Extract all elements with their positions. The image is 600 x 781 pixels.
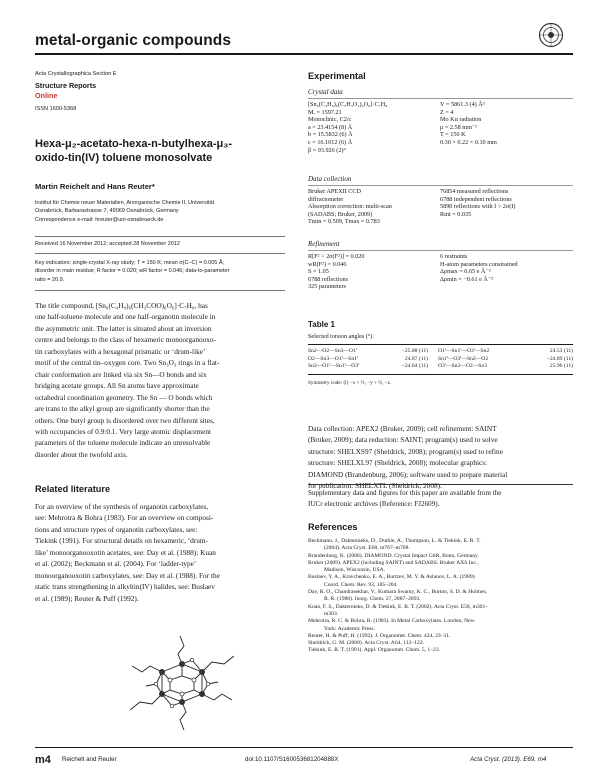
journal-section: Structure Reports (35, 81, 97, 90)
related-line: static trans strengthening in alkyltin(IV) halides, see: Buslaev (35, 582, 215, 592)
crystal-data-label: Crystal data (308, 88, 343, 96)
received-dates: Received 16 November 2012; accepted 28 November 2012 (35, 241, 180, 247)
crystal-data-row: 0.30 × 0.22 × 0.10 mm (440, 138, 497, 146)
divider (308, 98, 573, 99)
torsion-value: −24.89 (11) (546, 355, 573, 362)
author-list: Martin Reichelt and Hans Reuter* (35, 182, 155, 191)
torsion-label: Sn3—O1ⁱ—Sn1ⁱ—O3ⁱ (308, 363, 360, 370)
divider (308, 484, 573, 485)
refinement-row: 325 parameters (308, 283, 346, 291)
reference-list (308, 538, 573, 655)
reference-item (308, 560, 573, 575)
abstract-line: The title compound, [Sn₆(C₄H₉)₆(CH₃COO)₆O₆]·C₇H₈, has (35, 301, 208, 310)
key-indicators (35, 259, 301, 284)
data-collection-label: Data collection (308, 175, 352, 183)
crystal-data-left (308, 101, 387, 154)
online-label: Online (35, 91, 58, 100)
abstract-line: parameters of the toluene molecule indicate an unresolvable (35, 438, 211, 448)
abstract-line: with occupancies of 0.9:0.1. Very large atomic displacement (35, 426, 212, 436)
table-row (308, 348, 573, 356)
reference-text: Day, R. O., Chandrasekhar, V., Kumara Swamy, K. C., Burton, S. D. & Holmes, (308, 589, 488, 596)
software-line: structure: SHELXL97 (Sheldrick, 2008); molecular graphics: (308, 458, 488, 468)
abstract (35, 300, 297, 460)
software-paragraph (308, 423, 573, 492)
page-number: m4 (35, 754, 51, 766)
reference-text: Kuan, F. S., Dakternieks, D. & Tiekink, E. R. T. (2002). Acta Cryst. E58, m301– (308, 603, 489, 610)
related-line: tions and structure types of organotin carboxylates, see: (35, 524, 198, 534)
abstract-line: one half-toluene molecule and one half-organotin molecule in (35, 312, 216, 322)
crystal-data-row: Mᵣ = 1597.21 (308, 108, 342, 116)
reference-text: Buslaev, Y. A., Kravchenko, E. A., Burtzev, M. Y. & Aslanov, L. A. (1989). (308, 574, 476, 581)
refinement-row: 6 restraints (440, 253, 468, 260)
supplementary-line: IUCr electronic archives (Reference: FJ2609). (308, 500, 440, 508)
torsion-value: 25.96 (11) (549, 363, 573, 370)
table-caption: Selected torsion angles (°). (308, 334, 374, 340)
refinement-row: Δρmin = −0.61 e Å⁻³ (440, 275, 494, 283)
key-indicators-line: Key indicators: single-crystal X-ray study; T = 150 K; mean σ(C–C) = 0.005 Å; (35, 260, 225, 266)
torsion-value: 24.87 (11) (404, 355, 428, 362)
refinement-row: H-atom parameters constrained (440, 260, 518, 268)
symmetry-code: Symmetry code: (i) −x + ½, −y + ½, −z. (308, 380, 392, 386)
table-title: Table 1 (308, 320, 335, 329)
footer-authors: Reichelt and Reuter (62, 756, 117, 763)
reference-text: Sheldrick, G. M. (2008). Acta Cryst. A64, 112–122. (308, 640, 425, 647)
table-row (308, 363, 573, 371)
abstract-line: bridging acetate groups. All Sn atoms have approximate (35, 381, 199, 391)
affiliation-line: Osnabrück, Barbarastrasse 7, 49069 Osnabrück, Germany (35, 208, 179, 215)
crystal-data-row: μ = 2.58 mm⁻¹ (440, 123, 478, 131)
supplementary-line: Supplementary data and figures for this paper are available from the (308, 489, 502, 497)
abstract-line: centre and belongs to the class of hexameric monoorganooxo- (35, 335, 217, 345)
software-line: DIAMOND (Brandenburg, 2006); software used to prepare material (308, 469, 508, 479)
reference-text: Beckmann, J., Dakternieks, D., Duthie, A., Thompson, L. & Tiekink, E. R. T. (308, 538, 481, 544)
crystal-data-row: T = 150 K (440, 131, 466, 139)
collection-row: Bruker APEXII CCD (308, 188, 361, 195)
abstract-line: tin carboxylates with a hexagonal prismatic or ‘drum-like’ (35, 346, 206, 356)
reference-item (308, 589, 573, 604)
related-literature (35, 501, 297, 604)
running-head: metal-organic compounds (35, 32, 232, 49)
header-rule (35, 53, 573, 55)
reference-item (308, 604, 573, 619)
reference-text: Mehrotra, R. C. & Bohra, R. (1983). In Metal Carboxylates. London, New (308, 618, 475, 625)
correspondence-email[interactable]: Correspondence e-mail: hreuter@uni-osnabrueck.de (35, 216, 164, 223)
reference-text: Brandenburg, K. (2006). DIAMOND. Crystal Impact GbR, Bonn, Germany. (308, 552, 479, 559)
reference-text: Bruker (2009). APEX2 (including SAINT) and SADABS. Bruker AXS Inc., (308, 559, 479, 566)
reference-item (308, 647, 573, 654)
supplementary-note (308, 488, 573, 510)
reference-text: Coord. Chem. Rev. 93, 185–204. (324, 581, 398, 588)
divider (35, 290, 285, 291)
related-line: like’ monoorganooxotin acetates, see: Day et al. (1988); Kuan (35, 547, 216, 557)
torsion-label: Sn2—O2—Sn3—O1ⁱ (308, 348, 357, 354)
iucr-journals-logo-icon (538, 22, 564, 48)
refinement-left (308, 253, 364, 291)
crystal-data-row: β = 93.926 (2)° (308, 146, 346, 154)
divider (35, 253, 285, 254)
related-line: Tiekink (1991). For structural details on hexameric, ‘drum- (35, 536, 208, 546)
refinement-row: S = 1.05 (308, 268, 329, 276)
crystal-data-row: b = 15.5832 (6) Å (308, 131, 353, 139)
abstract-line: others. One butyl group is disordered over two different sites, (35, 415, 215, 425)
data-collection-left (308, 188, 392, 226)
experimental-heading: Experimental (308, 71, 366, 81)
related-line: et al. (1989); Reuter & Puff (1992). (35, 593, 139, 603)
crystal-data-row: Mo Kα radiation (440, 116, 482, 124)
crystal-data-row: Z = 4 (440, 108, 454, 116)
refinement-label: Refinement (308, 240, 340, 248)
reference-text: m303. (324, 610, 339, 617)
related-line: monoorganooxotin carboxylates, see: Day et al. (1988). For the (35, 570, 220, 580)
reference-item (308, 553, 573, 560)
related-line: et al. (2002); Beckmann et al. (2004). For ‘ladder-type’ (35, 559, 197, 569)
reference-text: York: Academic Press. (324, 625, 375, 632)
reference-text: Madison, Wisconsin, USA. (324, 567, 386, 574)
crystal-data-row: a = 23.4154 (8) Å (308, 123, 353, 131)
collection-row: 5890 reflections with I > 2σ(I) (440, 203, 516, 211)
collection-row: 6788 independent reflections (440, 195, 512, 203)
title-line: Hexa-μ₂-acetato-hexa-n-butylhexa-μ₃- (35, 138, 233, 150)
reference-text: R. R. (1988). Inorg. Chem. 27, 2887–2893. (324, 596, 421, 603)
divider (308, 185, 573, 186)
abstract-line: are trans to the alkyl group are significantly shorter than the (35, 404, 210, 414)
key-indicators-line: ratio = 20.9. (35, 276, 65, 283)
divider (308, 250, 573, 251)
key-indicators-line: disorder in main residue; R factor = 0.020; wR factor = 0.046; data-to-parameter (35, 268, 230, 275)
collection-row: Rint = 0.035 (440, 210, 472, 218)
software-line: (Bruker, 2009); data reduction: SAINT; program(s) used to solve (308, 435, 498, 445)
journal-name: Acta Crystallographica Section E (35, 71, 117, 77)
molecular-structure-figure (100, 632, 265, 742)
crystal-data-row: c = 16.1012 (6) Å (308, 138, 353, 146)
torsion-angle-table (308, 348, 573, 371)
collection-row: 76854 measured reflections (440, 188, 509, 195)
issn: ISSN 1600-5368 (35, 106, 77, 112)
torsion-label: Sn1ⁱ—O3ⁱ—Sn2—O2 (438, 355, 489, 362)
abstract-line: motif of the central tin–oxygen core. Two Sn₃O₃ rings in a flat- (35, 358, 220, 368)
refinement-row: wR(F²) = 0.046 (308, 260, 347, 268)
torsion-label: O1ⁱ—Sn1ⁱ—O3ⁱ—Sn2 (438, 348, 490, 354)
crystal-data-row: Monoclinic, C2/c (308, 116, 352, 124)
references-heading: References (308, 522, 358, 532)
refinement-row: 6788 reflections (308, 275, 349, 283)
reference-text: Reuter, H. & Puff, H. (1992). J. Organomet. Chem. 424, 23–31. (308, 632, 451, 639)
footer-doi[interactable]: doi:10.1107/S160053681204888X (245, 756, 339, 763)
affiliation (35, 199, 301, 224)
abstract-line: chair conformation are linked via six Sn—O bonds and six (35, 369, 207, 379)
torsion-label: O2—Sn3—O1ⁱ—Sn1ⁱ (308, 355, 359, 362)
paper-title (35, 138, 301, 165)
software-line: for publication: SHELXTL (Sheldrick, 2008). (308, 481, 442, 491)
abstract-line: disorder about the twofold axis. (35, 449, 128, 459)
collection-row: (SADABS; Bruker, 2009) (308, 210, 373, 218)
title-line: oxido-tin(IV) toluene monosolvate (35, 151, 213, 164)
reference-item (308, 538, 573, 553)
related-literature-heading: Related literature (35, 484, 111, 494)
collection-row: Absorption correction: multi-scan (308, 203, 392, 211)
abstract-line: the asymmetric unit. The latter is situated about an inversion (35, 323, 212, 333)
divider (35, 236, 285, 237)
collection-row: diffractometer (308, 195, 344, 203)
reference-item (308, 574, 573, 589)
torsion-value: −24.64 (11) (401, 363, 428, 370)
refinement-right (440, 253, 518, 283)
reference-item (308, 618, 573, 633)
reference-text: Tiekink, E. R. T. (1991). Appl. Organomet. Chem. 5, 1–23. (308, 647, 441, 654)
software-line: structure: SHELXS97 (Sheldrick, 2008); program(s) used to refine (308, 446, 503, 456)
software-line: Data collection: APEX2 (Bruker, 2009); cell refinement: SAINT (308, 424, 497, 433)
related-line: see: Mehrotra & Bohra (1983). For an overview on composi- (35, 513, 214, 523)
crystal-data-right (440, 101, 497, 147)
refinement-row: Δρmax = 0.65 e Å⁻³ (440, 268, 491, 276)
table-top-rule (308, 344, 573, 345)
reference-text: (2004). Acta Cryst. E60, m767–m768. (324, 545, 410, 552)
torsion-value: 24.53 (11) (549, 348, 573, 354)
related-line: For an overview of the synthesis of organotin carboxylates, (35, 502, 209, 511)
refinement-row: R[F² > 2σ(F²)] = 0.020 (308, 253, 365, 260)
affiliation-line: Institut für Chemie neuer Materialien, Anorganische Chemie II, Universität (35, 200, 215, 206)
footer-rule (35, 747, 573, 748)
table-bottom-rule (308, 374, 573, 375)
torsion-value: −25.88 (11) (401, 348, 428, 354)
abstract-line: octahedral coordination geometry. The Sn — O bonds which (35, 392, 213, 402)
crystal-data-row: V = 5861.3 (4) Å³ (440, 101, 485, 108)
footer-citation: Acta Cryst. (2013). E69, m4 (470, 756, 547, 763)
crystal-data-row: [Sn₆(C₄H₉)₆(C₂H₃O₂)₆O₆]·C₇H₈ (308, 101, 388, 108)
collection-row: Tmin = 0.509, Tmax = 0.783 (308, 218, 380, 226)
torsion-label: O3ⁱ—Sn2—O2—Sn3 (438, 363, 487, 370)
data-collection-right (440, 188, 515, 218)
